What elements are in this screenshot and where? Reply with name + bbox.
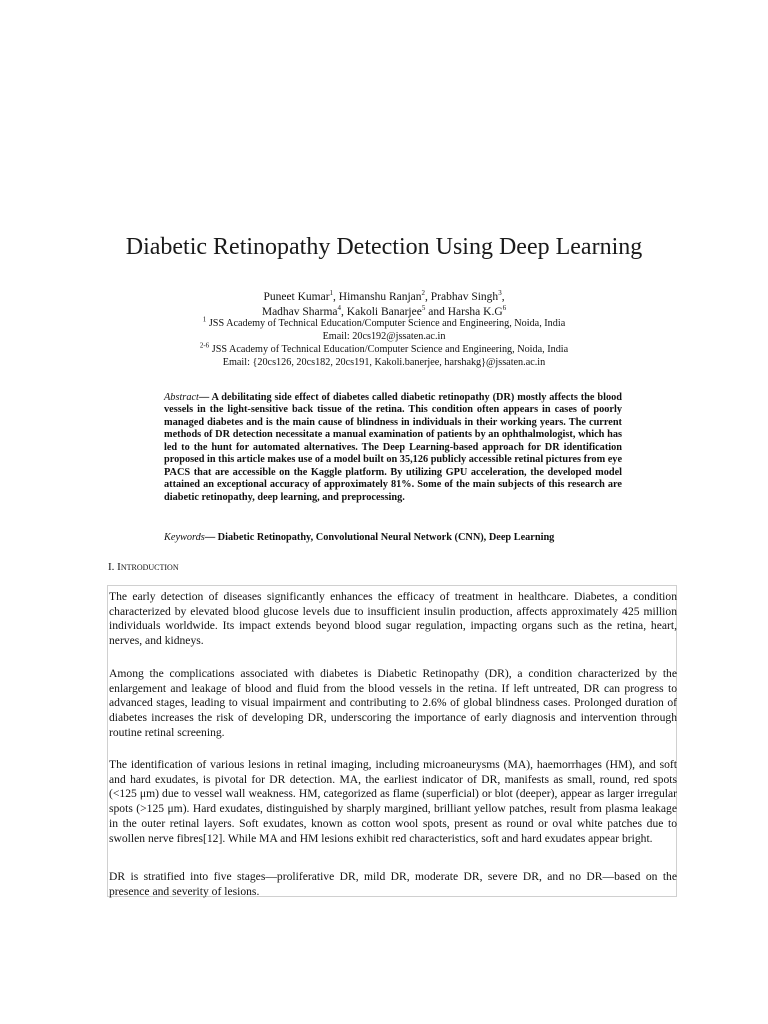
author-separator: , bbox=[333, 291, 339, 303]
author-name: Madhav Sharma bbox=[261, 306, 338, 318]
abstract bbox=[164, 392, 622, 504]
author-affiliation-mark: 5 bbox=[421, 304, 426, 313]
intro-paragraph: DR is stratified into five stages—proliferative DR, mild DR, moderate DR, severe DR, and no DR—based on the presence and severity of lesions. bbox=[109, 870, 677, 898]
author-list: Puneet Kumar$^1$, Himanshu Ranjan$^2$, Prabhav Singh$^3$, Madhav Sharma$^4$, Kakoli Banarjee$^5$ and Harsha $K.G^6$ bbox=[261, 289, 507, 318]
keywords-text: — Diabetic Retinopathy, Convolutional Neural Network (CNN), Deep Learning bbox=[204, 532, 555, 543]
author-name: Himanshu Ranjan bbox=[338, 291, 422, 303]
author-affiliation-mark: 3 bbox=[498, 289, 502, 298]
section-heading-introduction: I. Introduction bbox=[108, 561, 179, 573]
author-affiliation-mark: 2 bbox=[421, 289, 426, 298]
affiliation-2 bbox=[100, 341, 668, 369]
author-separator: , bbox=[341, 306, 347, 318]
author-affiliation-mark: 4 bbox=[337, 304, 342, 313]
author-name: Harsha K.G bbox=[447, 306, 503, 318]
intro-paragraph: Among the complications associated with diabetes is Diabetic Retinopathy (DR), a condition characterized by the enlargement and leakage of blood and fluid from the blood vessels in the retina. If left untreated, DR can progress to advanced stages, leading to visual impairment and contributing to 2.6% of global blindness cases. Prolonged duration of diabetes increases the risk of developing DR, underscoring the importance of early diagnosis and intervention through routine retinal screening. bbox=[109, 667, 677, 739]
affiliation-mark: 1 bbox=[202, 315, 207, 324]
affiliation-mark: 2-6 bbox=[199, 341, 210, 350]
paper-title: Diabetic Retinopathy Detection Using Deep Learning bbox=[125, 234, 643, 260]
author-name: Kakoli Banarjee bbox=[346, 306, 422, 318]
author-affiliation-mark: 6 bbox=[502, 304, 507, 313]
author-affiliation-mark: 1 bbox=[329, 289, 334, 298]
intro-paragraph: The identification of various lesions in retinal imaging, including microaneurysms (MA), haemorrhages (HM), and soft and hard exudates, is pivotal for DR detection. MA, the earliest indicator of DR, manifests as small, round, red spots (<125 μm) due to vessel wall weakness. HM, categorized as flame (superficial) or blot (deeper), appear as larger irregular spots (>125 μm). Hard exudates, distinguished by sharply margined, brilliant yellow patches, result from plasma leakage in the outer retinal layers. Soft exudates, known as cotton wool spots, present as round or oval white patches due to swollen nerve fibres[12]. While MA and HM lesions exhibit red characteristics, soft and hard exudates appear bright. bbox=[109, 758, 677, 845]
abstract-text: — A debilitating side effect of diabetes called diabetic retinopathy (DR) mostly affects the blood vessels in the light-sensitive back tissue of the retina. This condition often appears in cases of poorly managed diabetes and is the main cause of blindness in individuals in their working years. The current methods of DR detection necessitate a manual examination of patients by an ophthalmologist, which has led to the hunt for automated alternatives. The Deep Learning-based approach for DR identification proposed in this article makes use of a model built on 35,126 publicly accessible retinal pictures from eye PACS that are accessible on the Kaggle platform. By utilizing GPU acceleration, the developed model attained an exceptional accuracy of approximately 81%. Some of the main subjects of this research are diabetic retinopathy, deep learning, and preprocessing. bbox=[164, 392, 623, 503]
author-name: Puneet Kumar bbox=[263, 291, 330, 303]
affiliation-text: JSS Academy of Technical Education/Computer Science and Engineering, Noida, India bbox=[208, 318, 566, 329]
author-conjunction: and bbox=[425, 306, 448, 318]
abstract-label: Abstract bbox=[164, 392, 199, 403]
keywords-label: Keywords bbox=[164, 532, 205, 543]
author-name: Prabhav Singh bbox=[430, 291, 499, 303]
author-separator: , bbox=[425, 291, 431, 303]
affiliation-1 bbox=[100, 315, 668, 343]
affiliation-email: Email: 20cs192@jssaten.ac.in bbox=[322, 330, 446, 342]
affiliation-email: Email: {20cs126, 20cs182, 20cs191, Kakoli.banerjee, harshakg}@jssaten.ac.in bbox=[222, 356, 546, 368]
intro-paragraph: The early detection of diseases significantly enhances the efficacy of treatment in healthcare. Diabetes, a condition characterized by elevated blood glucose levels due to insufficient insulin production, affects approximately 425 million individuals worldwide. Its impact extends beyond blood sugar regulation, impacting organs such as the retina, heart, nerves, and kidneys. bbox=[109, 590, 677, 648]
keywords bbox=[164, 531, 624, 544]
affiliation-text: JSS Academy of Technical Education/Computer Science and Engineering, Noida, India bbox=[211, 344, 569, 355]
